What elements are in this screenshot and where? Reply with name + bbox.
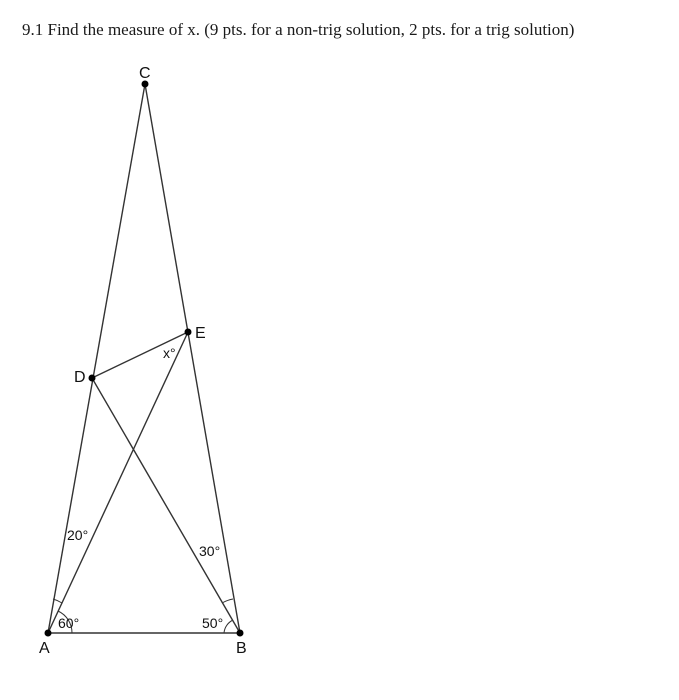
angle-label-B-lower: 50° [202, 615, 224, 631]
point-E [185, 329, 192, 336]
segment-AC [48, 84, 145, 633]
problem-statement: 9.1 Find the measure of x. (9 pts. for a non-trig solution, 2 pts. for a trig solution) [22, 20, 575, 39]
point-A [45, 630, 52, 637]
angle-label-x: x° [163, 345, 176, 361]
label-A: A [39, 640, 50, 657]
point-B [237, 630, 244, 637]
point-D [89, 375, 96, 382]
angle-label-A-upper: 20° [67, 527, 89, 543]
angle-arc-B-lower [224, 620, 233, 633]
angle-label-A-lower: 60° [58, 615, 80, 631]
segment-AE [48, 332, 188, 633]
label-D: D [74, 369, 86, 386]
angle-arc-B-upper [222, 599, 233, 603]
label-B: B [236, 640, 247, 657]
label-C: C [139, 65, 151, 82]
angle-label-B-upper: 30° [199, 543, 221, 559]
label-E: E [195, 325, 206, 342]
